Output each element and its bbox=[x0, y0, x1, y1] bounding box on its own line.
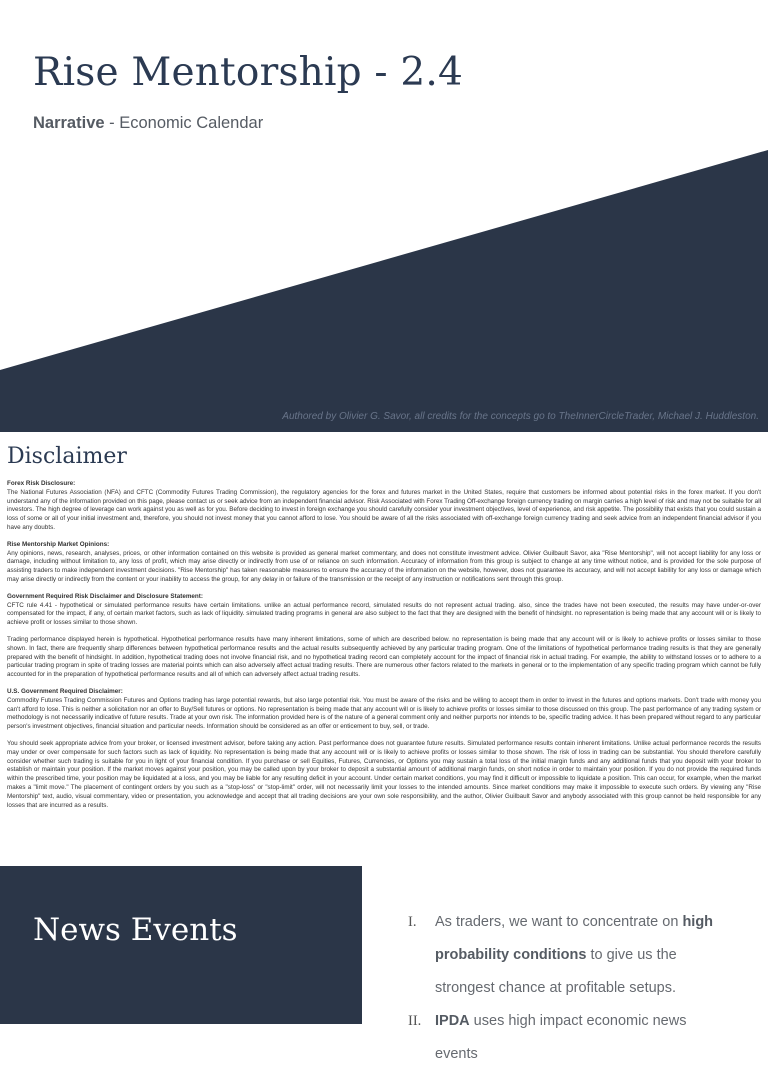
disclaimer-block-us-government bbox=[7, 688, 761, 810]
page-subtitle bbox=[33, 114, 263, 133]
news-events-panel bbox=[0, 866, 362, 1024]
subtitle-text: - Economic Calendar bbox=[104, 114, 264, 132]
list-numeral: II. bbox=[408, 1013, 422, 1029]
news-events-title: News Events bbox=[33, 912, 238, 948]
list-item-text: uses high impact economic news events bbox=[435, 1013, 687, 1062]
page-title: Rise Mentorship - 2.4 bbox=[33, 50, 464, 95]
disclaimer-block-forex bbox=[7, 480, 761, 533]
list-item bbox=[362, 906, 768, 1005]
disclaimer-heading: Rise Mentorship Market Opinions: bbox=[7, 540, 110, 548]
disclaimer-paragraph: The National Futures Association (NFA) and CFTC (Commodity Futures Trading Commission), the regulatory agencies for the forex and futures market in the United States, require that customers be informed about potential risks in the forex market. If you don't understand any of the information provided on this page, please contact us or seek advice from an independent financial advisor. Risk Associated with Forex Trading Off-exchange foreign currency trading on margin carries a high level of risk and may not be suitable for all investors. The high degree of leverage can work against you as well as for you. Before deciding to invest in foreign exchange you should carefully consider your investment objectives, level of experience, and risk appetite. The possibility that exists that you could sustain a loss of some or all of your initial investment and, therefore, you should not invest money that you cannot afford to lose. You should be aware of all the risks associated with off-exchange foreign currency trading and seek advice from an independent financial advisor if you have any doubts. bbox=[7, 488, 761, 531]
disclaimer-heading: Forex Risk Disclosure: bbox=[7, 480, 76, 487]
list-item-emphasis: high probability conditions bbox=[435, 914, 714, 963]
disclaimer-paragraph: Any opinions, news, research, analyses, prices, or other information contained on this website is provided as general market commentary, and does not constitute investment advice. Olivier Guilbault Savor, aka "Rise Mentorship", will not accept liability for any loss or damage, including without limitation to, any loss of profit, which may arise directly or indirectly from use of or reliance on such information. Accuracy of information from this group is subject to change at any time without notice, and is provided for the sole purpose of assisting traders to make independent investment decisions. "Rise Mentorship" has taken reasonable measures to ensure the accuracy of the information on the website, however, does not guarantee its accuracy, and will not accept liability for any loss or damage which may arise directly or indirectly from the content or your inability to access the group, for any delay in or failure of the transmission or the receipt of any instruction or notifications sent through this group. bbox=[7, 549, 761, 583]
author-credit: Authored by Olivier G. Savor, all credits for the concepts go to TheInnerCircleTrader, Michael J. Huddleston. bbox=[282, 411, 759, 422]
disclaimer-paragraph: You should seek appropriate advice from your broker, or licensed investment advisor, before taking any action. Past performance does not guarantee future results. Simulated performance results contain inherent limitations. Unlike actual performance records the results may under or over compensate for such factors such as lack of liquidity. No representation is being made that any account will or is likely to achieve profits or losses similar to those shown. The risk of loss in trading can be substantial. You should therefore carefully consider whether such trading is suitable for you in light of your financial condition. If you purchase or sell Equities, Futures, Currencies, or Options you may sustain a total loss of the initial margin funds and any additional funds that you deposit with your broker to establish or maintain your position. If the market moves against your position, you may be called upon by your broker to deposit a substantial amount of additional margin funds, on short notice in order to maintain your position. If you do not provide the required funds within the prescribed time, your position may be liquidated at a loss, and you may be liable for any resulting deficit in your account. Under certain market conditions, you may find it difficult or impossible to liquidate a position. This can occur, for example, when the market makes a "limit move." The placement of contingent orders by you such as a "stop-loss" or "stop-limit" order, will not necessarily limit your losses to the intended amounts. Since market conditions may make it impossible to execute such orders. By viewing any "Rise Mentorship" text, audio, visual commentary, video or presentation, you acknowledge and accept that all trading decisions are your own sole responsibility, and the author, Olivier Guilbault Savor and anybody associated with this group cannot be held responsible for any losses that are incurred as a results. bbox=[7, 739, 761, 809]
subtitle-emphasis: Narrative bbox=[33, 114, 105, 132]
disclaimer-block-government-risk bbox=[7, 593, 761, 680]
disclaimer-paragraph: CFTC rule 4.41 - hypothetical or simulated performance results have certain limitations. unlike an actual performance record, simulated results do not represent actual trading. also, since the trades have not been executed, the results may have under-or-over compensated for the impact, if any, of certain market factors, such as lack of liquidity. simulated trading programs in general are also subject to the fact that they are designed with the benefit of hindsight. no representation is being made that any account will or is likely to achieve profit or losses similar to those shown. bbox=[7, 601, 761, 627]
list-item-emphasis: IPDA bbox=[435, 1013, 470, 1029]
disclaimer-heading: Government Required Risk Disclaimer and Disclosure Statement: bbox=[7, 592, 203, 600]
disclaimer-title: Disclaimer bbox=[7, 444, 127, 469]
list-item bbox=[362, 1005, 768, 1071]
news-events-list bbox=[362, 906, 768, 1071]
disclaimer-block-opinions bbox=[7, 541, 761, 585]
news-events-content bbox=[362, 866, 768, 1062]
hero-section bbox=[0, 0, 768, 432]
disclaimer-paragraph: Commodity Futures Trading Commission Futures and Options trading has large potential rewards, but also large potential risk. You must be aware of the risks and be willing to accept them in order to invest in the futures and options markets. Don't trade with money you can't afford to lose. This is neither a solicitation nor an offer to Buy/Sell futures or options. No representation is being made that any account will or is likely to achieve profits or losses similar to those discussed on this group. The past performance of any trading system or methodology is not necessarily indicative of future results. Trade at your own risk. The information provided here is of the nature of a general comment only and neither purports nor intends to be, specific trading advice. It has been prepared without regard to any particular person's investment objectives, financial situation and particular needs. Information should be considered as an offer or enticement to buy, sell, or trade. bbox=[7, 696, 761, 731]
list-item-text: to give us the strongest chance at profitable setups. bbox=[435, 947, 677, 996]
disclaimer-section bbox=[0, 432, 768, 866]
list-item-text: As traders, we want to concentrate on bbox=[435, 914, 683, 930]
disclaimer-body bbox=[7, 480, 761, 810]
list-numeral: I. bbox=[408, 914, 417, 930]
disclaimer-heading: U.S. Government Required Disclaimer: bbox=[7, 687, 123, 695]
disclaimer-paragraph: Trading performance displayed herein is hypothetical. Hypothetical performance results have many inherent limitations, some of which are described below. no representation is being made that any account will or is likely to achieve profits or losses similar to those shown. In fact, there are frequently sharp differences between hypothetical performance results and the actual results subsequently achieved by any particular trading program. One of the limitations of hypothetical performance trading results is that they are generally prepared with the benefit of hindsight. In addition, hypothetical trading does not involve financial risk, and no hypothetical trading record can completely account for the impact of financial risk in actual trading. For example, the ability to withstand losses or to adhere to a particular trading program in spite of trading losses are material points which can also adversely affect actual trading results. There are numerous other factors related to the markets in general or to the implementation of any specific trading program which cannot be fully accounted for in the preparation of hypothetical performance results and all of which can adversely affect actual trading results. bbox=[7, 635, 761, 679]
